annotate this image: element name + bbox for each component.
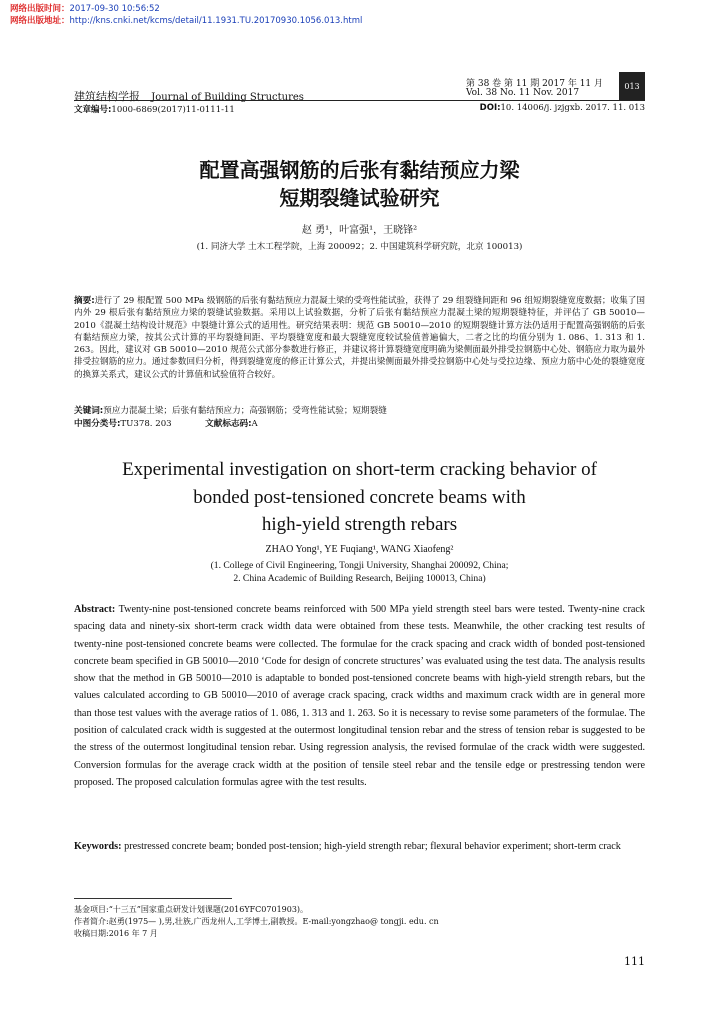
article-number-value: 1000-6869(2017)11-0111-11 (111, 105, 235, 115)
keywords-en (74, 838, 645, 855)
authors-en: ZHAO Yong¹, YE Fuqiang¹, WANG Xiaofeng² (265, 544, 454, 555)
abstract-cn-label: 摘要: (74, 296, 95, 306)
footnote-author: 作者简介:赵勇(1975— ),男,壮族,广西龙州人,工学博士,副教授。E-mail:yongzhao@ tongji. edu. cn (74, 917, 439, 926)
keywords-cn-text: 预应力混凝土梁；后张有黏结预应力；高强钢筋；受弯性能试验；短期裂缝 (103, 406, 387, 416)
doc-code-label: 文献标志码: (205, 419, 252, 429)
abstract-cn-text: 进行了 29 根配置 500 MPa 级钢筋的后张有黏结预应力混凝土梁的受弯性能试验，获得了 29 组裂缝间距和 96 组短期裂缝宽度数据；收集了国内外 29 根后张有黏结预应力梁的裂缝试验数据。采用以上试验数据，分析了后张有黏结预应力混凝土梁的短期裂缝特征，并评估了 GB 50010—2010《混凝土结构设计规范》中裂缝计算公式的适用性。研究结果表明：规范 GB 50010—2010 的短期裂缝计算方法仍适用于配置高强钢筋的后张有黏结预应力梁，按其公式计算的平均裂缝间距、平均裂缝宽度和最大裂缝宽度较试验值普遍偏大，二者之比的均值分别为 1. 086、1. 313 和 1. 263。因此，建议对 GB 50010—2010 规范公式部分参数进行修正，并建议将计算裂缝宽度明确为梁侧面最外排受拉钢筋中心处、钢筋应力取为最外排受拉钢筋的应力。通过参数回归分析，得到裂缝宽度的修正计算公式，并提出梁侧面最外排受拉钢筋中心处与受拉边缘、预应力筋中心处的裂缝宽度的换算关系式，建议公式的计算值和试验值符合较好。 (74, 296, 645, 380)
clc-label: 中图分类号: (74, 419, 121, 429)
affiliation-en-line1: (1. College of Civil Engineering, Tongji University, Shanghai 200092, China; (210, 560, 509, 571)
publication-stamp (10, 3, 362, 27)
footnote-received: 收稿日期:2016 年 7 月 (74, 929, 158, 938)
article-number (74, 103, 235, 115)
title-cn-line1: 配置高强钢筋的后张有黏结预应力梁 (199, 158, 520, 182)
title-cn-line2: 短期裂缝试验研究 (279, 186, 440, 210)
abstract-cn (74, 295, 645, 381)
title-en-line3: high-yield strength rebars (261, 514, 458, 535)
article-badge: 013 (619, 72, 645, 100)
journal-name (74, 88, 304, 104)
page-number: 111 (624, 955, 645, 968)
affiliation-cn: (1. 同济大学 土木工程学院，上海 200092；2. 中国建筑科学研究院，北京 100013) (196, 242, 523, 252)
title-en-line1: Experimental investigation on short-term cracking behavior of (122, 459, 597, 480)
title-en-line2: bonded post-tensioned concrete beams with (193, 487, 526, 508)
article-number-label: 文章编号: (74, 105, 112, 115)
classification (74, 418, 645, 430)
authors-cn: 赵 勇¹，叶富强¹，王晓锋² (301, 225, 418, 236)
pub-time-label: 网络出版时间： (10, 4, 70, 14)
abstract-en (74, 601, 645, 791)
clc-value: TU378. 203 (120, 419, 172, 429)
pub-url-link[interactable]: http://kns.cnki.net/kcms/detail/11.1931.TU.20170930.1056.013.html (69, 16, 363, 26)
pub-time-value: 2017-09-30 10:56:52 (69, 4, 160, 14)
affiliation-en-line2: 2. China Academic of Building Research, Beijing 100013, China) (233, 573, 486, 584)
keywords-cn (74, 405, 645, 417)
doi-label: DOI: (479, 103, 501, 113)
abstract-en-label: Abstract: (74, 604, 116, 615)
footnote-rule (74, 898, 232, 899)
keywords-en-label: Keywords: (74, 841, 122, 852)
volume-info-cn: 第 38 卷 第 11 期 2017 年 11 月 (466, 79, 604, 89)
doi-value[interactable]: 10. 14006/j. jzjgxb. 2017. 11. 013 (500, 103, 645, 113)
abstract-en-text: Twenty-nine post-tensioned concrete beams reinforced with 500 MPa yield strength steel bars were tested. Twenty-nine crack spacing data and ninety-six short-term crack width data were obtained from these tests. Meanwhile, the other cracking test results of twenty-nine post-tensioned concrete beams were collected. The formulae for the crack spacing and crack width of bonded post-tensioned concrete beam specified in GB 50010—2010 ‘Code for design of concrete structures’ was evaluated using the test data. The analysis results show that the method in GB 50010—2010 is adaptable to bonded post-tensioned concrete beams with high-yield strength rebars, but the values calculated according to GB 50010—2010 of average crack spacing, crack widths and maximum crack width are in general more than those test values with the average ratios of 1. 086, 1. 313 and 1. 263. So it is necessary to revise some parameters of the formulae. The position of calculated crack width is suggested at the outermost longitudinal tension rebar and the stress of tension rebar is suggested to be the stress of the outermost longitudinal tension rebar. Using regression analysis, the revised formulae of the crack width were suggested. Conversion formulas for the average crack width at the position of tensile steel rebar and the tensile edge or prestressing tendon were proposed. The proposed calculation formulas agree with the test results. (74, 604, 645, 788)
pub-url-label: 网络出版地址： (10, 16, 70, 26)
journal-name-en: Journal of Building Structures (151, 92, 304, 103)
keywords-cn-label: 关键词: (74, 406, 104, 416)
footnote-fund: 基金项目:“十三五”国家重点研发计划课题(2016YFC0701903)。 (74, 905, 309, 914)
journal-name-cn: 建筑结构学报 (74, 90, 140, 103)
header-rule (74, 100, 645, 101)
volume-info-en: Vol. 38 No. 11 Nov. 2017 (466, 88, 580, 98)
doc-code-value: A (251, 419, 258, 429)
keywords-en-text: prestressed concrete beam; bonded post-tension; high-yield strength rebar; flexural behavior experiment; short-term crack (124, 841, 621, 852)
doi (440, 103, 645, 113)
